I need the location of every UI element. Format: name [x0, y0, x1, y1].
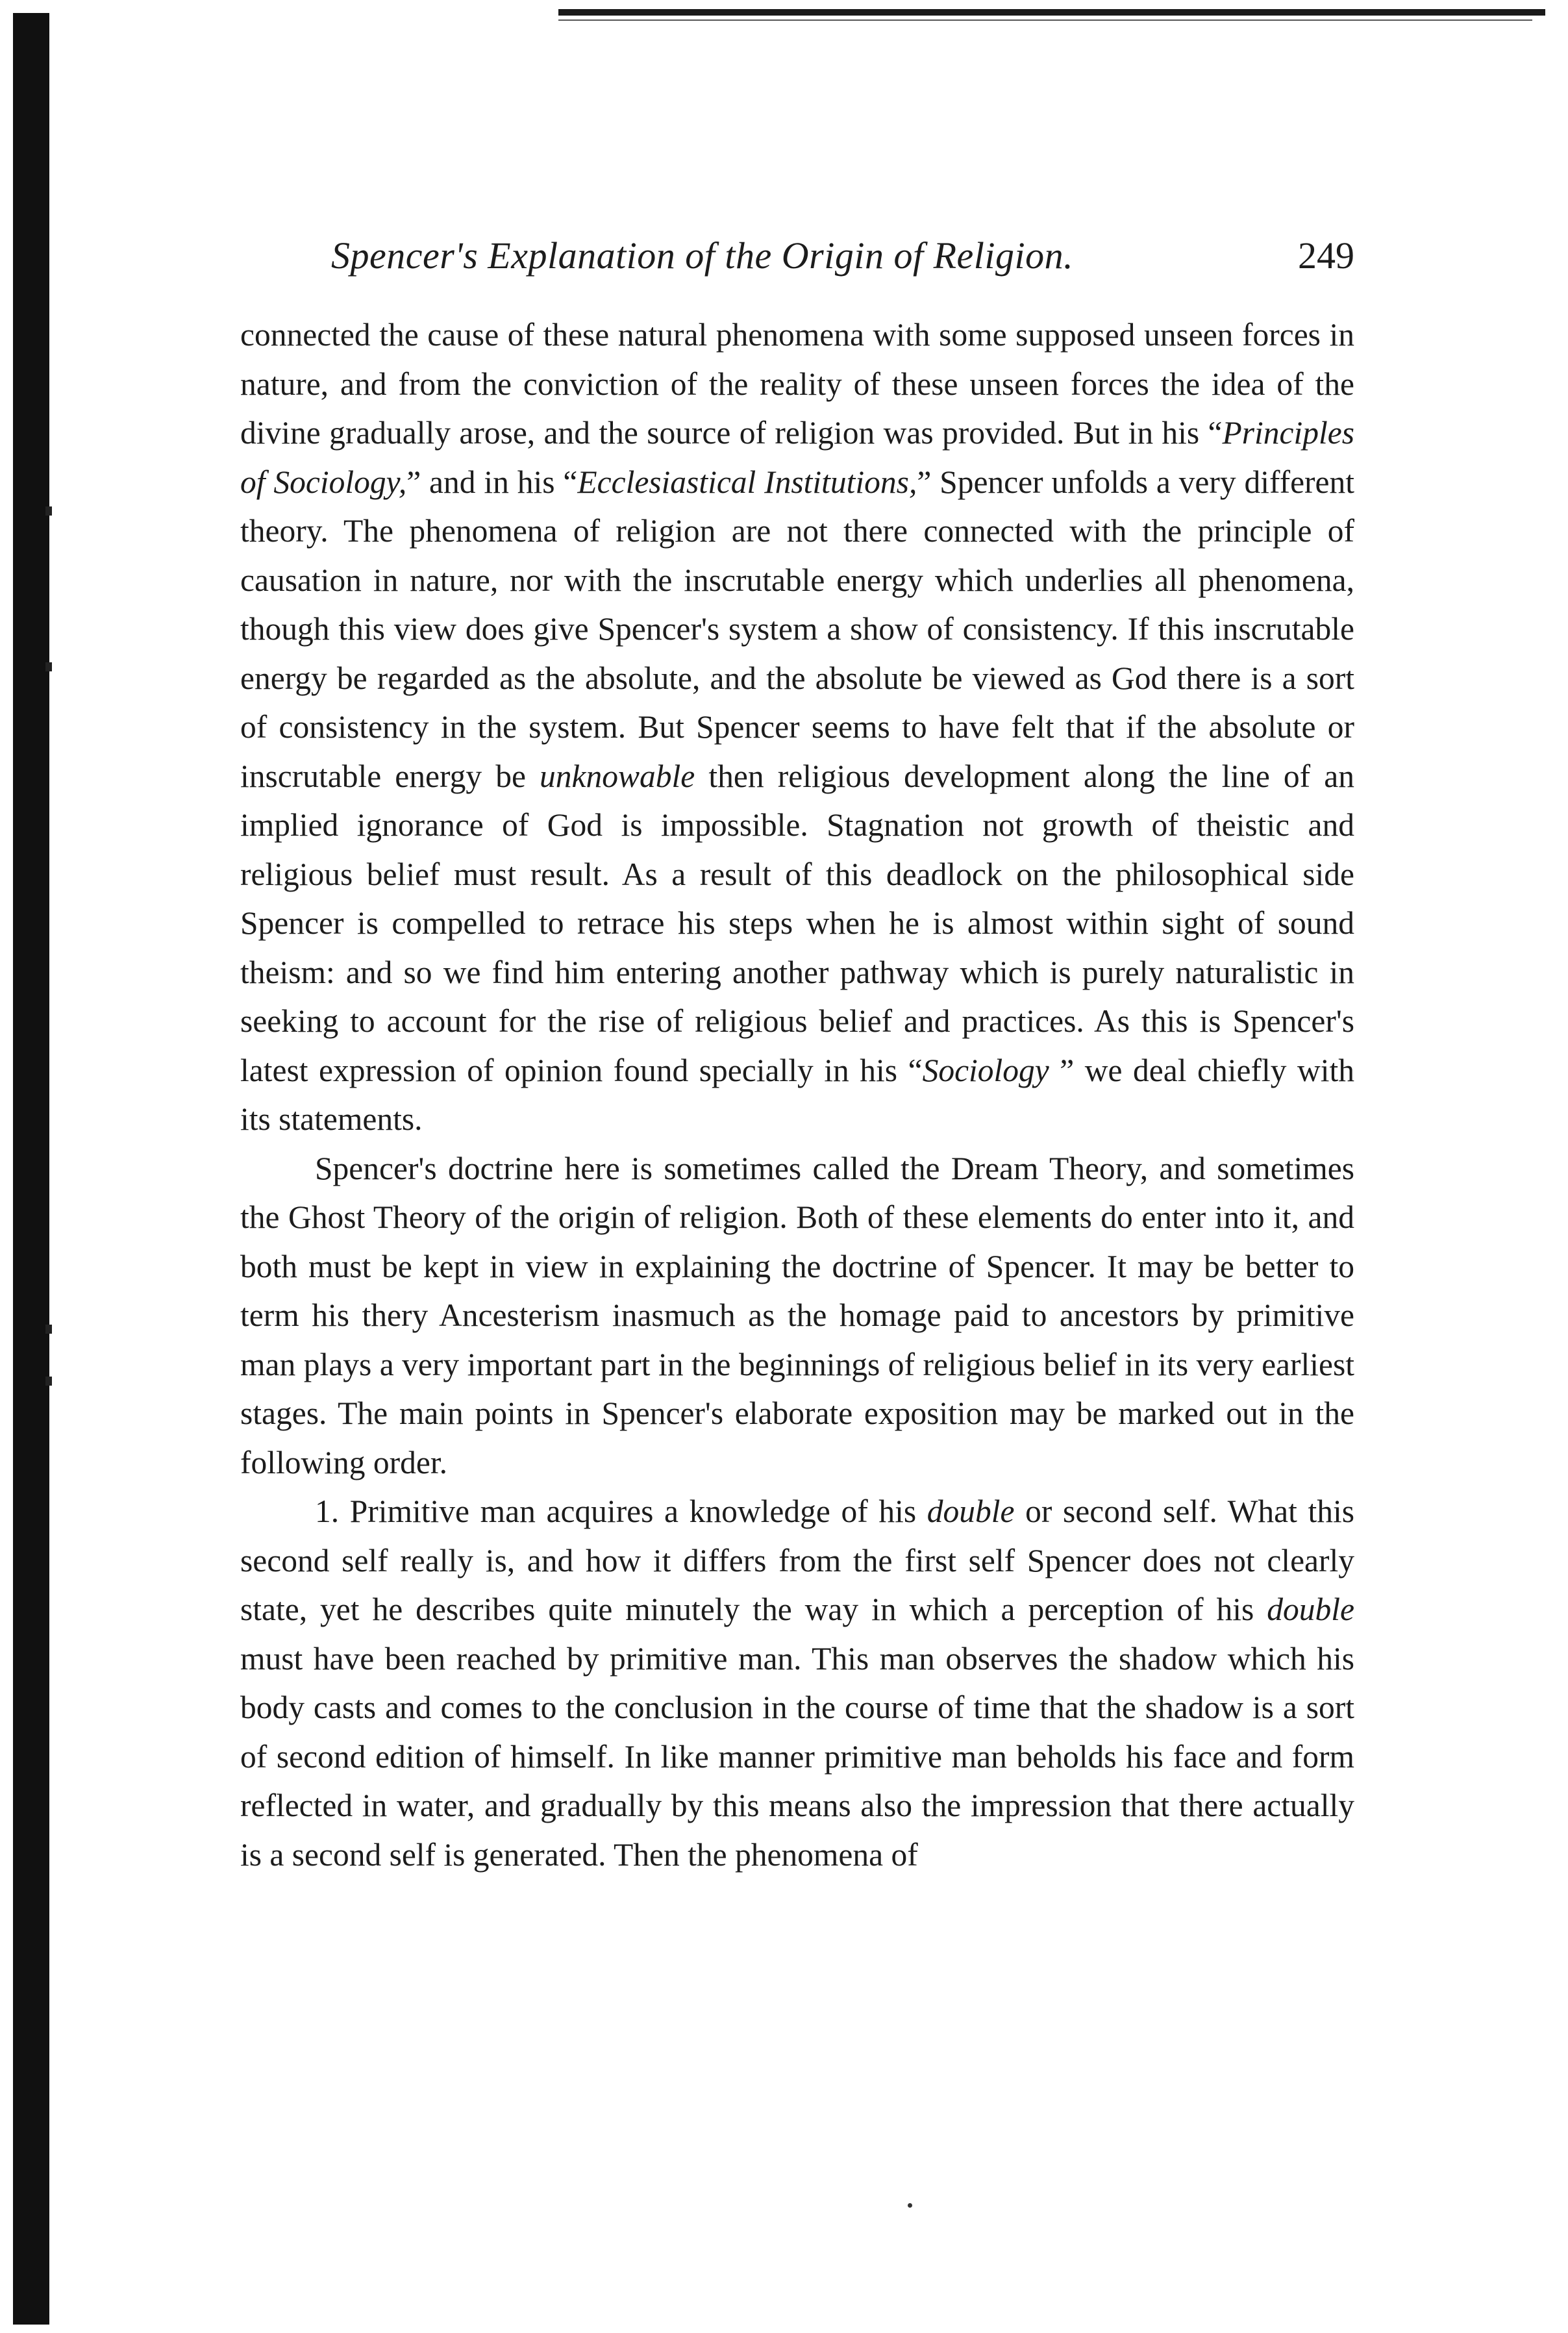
margin-mark — [45, 1377, 52, 1386]
paragraph-3 — [240, 1487, 1354, 1879]
text-run: ” we deal chiefly with its statements. — [240, 1052, 1354, 1137]
text-run: ” Spencer unfolds a very different theory. The phenomena of religion are not there connected with the principle of causation in nature, nor with the inscrutable energy which underlies all phenomena, though this view does give Spencer's system a show of consistency. If this inscrutable energy be regarded as the absolute, and the absolute be viewed as God there is a sort of consistency in the system. But Spencer seems to have felt that if the absolute or inscrutable energy be — [240, 464, 1355, 794]
text-run: connected the cause of these natural phenomena with some supposed unseen forces in nature, and from the conviction of the reality of these unseen forces the idea of the divine gradually arose, and the source of religion was provided. But in his “ — [240, 317, 1354, 451]
book-title-ecclesiastical-institutions: Ecclesiastical Institutions, — [577, 464, 917, 500]
text-run: must have been reached by primitive man. This man observes the shadow which his body casts and comes to the conclusion in the course of time that the shadow is a sort of second edition of himself. In like manner primitive man beholds his face and form reflected in water, and gradually by this means also the impression that there actually is a second self is generated. Then the phenomena of — [240, 1640, 1354, 1873]
emphasis-double: double — [1267, 1591, 1354, 1627]
text-run: Spencer's doctrine here is sometimes called the Dream Theory, and sometimes the Ghost Theory of the origin of religion. Both of these elements do enter into it, and both must be kept in view in explaining the doctrine of Spencer. It may be better to term his thery Ancesterism inasmuch as the homage paid to ancestors by primitive man plays a very important part in the beginnings of religious belief in its very earliest stages. The main points in Spencer's elaborate exposition may be marked out in the following order. — [240, 1150, 1354, 1480]
paragraph-2 — [240, 1144, 1354, 1488]
emphasis-double: double — [927, 1493, 1015, 1529]
body-text — [240, 310, 1354, 1879]
running-head — [240, 234, 1354, 299]
margin-mark — [45, 1325, 52, 1334]
scan-top-edge — [558, 9, 1545, 16]
book-title-sociology: Sociology — [922, 1052, 1049, 1088]
book-page — [240, 234, 1354, 1879]
scan-binding-edge — [13, 13, 49, 2325]
scan-speck — [908, 2203, 912, 2208]
text-run: ” and in his “ — [406, 464, 578, 500]
margin-mark — [45, 662, 52, 671]
text-run: or second self. What this second self really is, and how it differs from the first self Spencer does not clearly state, yet he describes quite minutely the way in which a perception of his — [240, 1493, 1355, 1627]
text-run: then religious development along the line of an implied ignorance of God is impossible. Stagnation not growth of theistic and religious belief must result. As a result of this deadlock on the philosophical side Spencer is compelled to retrace his steps when he is almost within sight of sound theism: and so we find him entering another pathway which is purely naturalistic in seeking to account for the rise of religious belief and practices. As this is Spencer's latest expression of opinion found specially in his “ — [240, 758, 1354, 1088]
text-run: 1. Primitive man acquires a knowledge of his — [315, 1493, 927, 1529]
emphasis-unknowable: unknowable — [540, 758, 695, 794]
margin-mark — [45, 506, 52, 516]
page-number: 249 — [1298, 234, 1354, 277]
scan-top-rule — [558, 19, 1532, 21]
running-title: Spencer's Explanation of the Origin of Religion. — [331, 234, 1074, 277]
book-title-principles-of-sociology: Principles of Sociology, — [240, 415, 1354, 500]
paragraph-1 — [240, 310, 1354, 1144]
